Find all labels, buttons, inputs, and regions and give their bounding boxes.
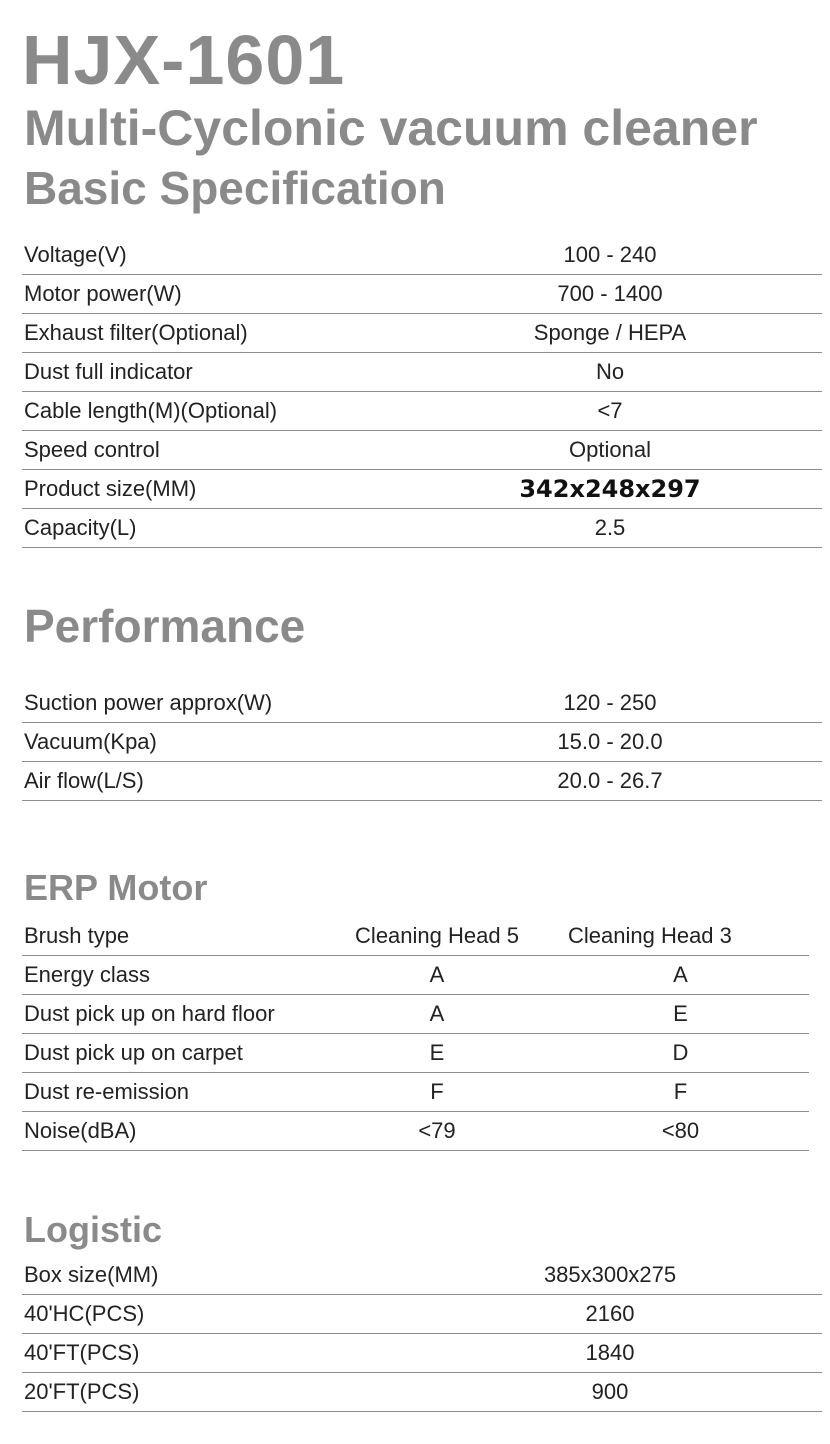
- spec-value: 1840: [398, 1334, 822, 1373]
- column-header: Cleaning Head 5: [322, 917, 552, 956]
- spec-label: 40'FT(PCS): [22, 1334, 398, 1373]
- performance-table: [22, 684, 822, 801]
- model-number: HJX-1601: [22, 21, 346, 99]
- spec-label: Energy class: [22, 956, 322, 995]
- spec-label: Box size(MM): [22, 1256, 398, 1295]
- spec-label: Dust re-emission: [22, 1073, 322, 1112]
- spec-label: Motor power(W): [22, 275, 398, 314]
- spec-label: Product size(MM): [22, 470, 398, 509]
- table-row: [22, 995, 809, 1034]
- table-row: [22, 723, 822, 762]
- spec-value: D: [552, 1034, 809, 1073]
- spec-value: A: [552, 956, 809, 995]
- spec-value: 15.0 - 20.0: [398, 723, 822, 762]
- spec-value: 385x300x275: [398, 1256, 822, 1295]
- table-row: [22, 431, 822, 470]
- spec-label: Speed control: [22, 431, 398, 470]
- logistic-table: [22, 1256, 822, 1412]
- table-header-row: [22, 917, 809, 956]
- spec-value: A: [322, 995, 552, 1034]
- spec-label: Suction power approx(W): [22, 684, 398, 723]
- logistic-title: Logistic: [24, 1209, 163, 1250]
- column-header: Brush type: [22, 917, 322, 956]
- spec-value: <79: [322, 1112, 552, 1151]
- spec-value: 700 - 1400: [398, 275, 822, 314]
- table-row: [22, 1112, 809, 1151]
- spec-value: <80: [552, 1112, 809, 1151]
- spec-label: Air flow(L/S): [22, 762, 398, 801]
- spec-value: A: [322, 956, 552, 995]
- spec-value: 900: [398, 1373, 822, 1412]
- column-header: Cleaning Head 3: [552, 917, 809, 956]
- table-row: [22, 1334, 822, 1373]
- spec-value: 2.5: [398, 509, 822, 548]
- table-row: [22, 470, 822, 509]
- spec-label: Voltage(V): [22, 236, 398, 275]
- spec-value: 2160: [398, 1295, 822, 1334]
- spec-label: Capacity(L): [22, 509, 398, 548]
- spec-value: 120 - 250: [398, 684, 822, 723]
- table-row: [22, 1373, 822, 1412]
- erp-motor-title: ERP Motor: [24, 867, 208, 908]
- table-row: [22, 275, 822, 314]
- spec-value: Sponge / HEPA: [398, 314, 822, 353]
- spec-label: Cable length(M)(Optional): [22, 392, 398, 431]
- spec-value: Optional: [398, 431, 822, 470]
- spec-value: No: [398, 353, 822, 392]
- table-row: [22, 1034, 809, 1073]
- table-row: [22, 1073, 809, 1112]
- table-row: [22, 1295, 822, 1334]
- spec-value: E: [322, 1034, 552, 1073]
- performance-title: Performance: [24, 600, 306, 652]
- spec-value: 342x248x297: [398, 470, 822, 509]
- spec-label: Vacuum(Kpa): [22, 723, 398, 762]
- spec-value: 20.0 - 26.7: [398, 762, 822, 801]
- table-row: [22, 684, 822, 723]
- basic-specification-table: [22, 236, 822, 548]
- table-row: [22, 1256, 822, 1295]
- erp-motor-table: [22, 917, 809, 1151]
- spec-label: 20'FT(PCS): [22, 1373, 398, 1412]
- spec-label: Noise(dBA): [22, 1112, 322, 1151]
- table-row: [22, 353, 822, 392]
- basic-specification-title: Basic Specification: [24, 162, 446, 214]
- spec-label: Dust full indicator: [22, 353, 398, 392]
- spec-label: 40'HC(PCS): [22, 1295, 398, 1334]
- spec-value: <7: [398, 392, 822, 431]
- table-row: [22, 956, 809, 995]
- table-row: [22, 236, 822, 275]
- spec-label: Dust pick up on hard floor: [22, 995, 322, 1034]
- spec-value: 100 - 240: [398, 236, 822, 275]
- spec-value: F: [322, 1073, 552, 1112]
- spec-value: F: [552, 1073, 809, 1112]
- product-name: Multi-Cyclonic vacuum cleaner: [24, 100, 758, 156]
- spec-value: E: [552, 995, 809, 1034]
- table-row: [22, 509, 822, 548]
- table-row: [22, 392, 822, 431]
- table-row: [22, 762, 822, 801]
- spec-label: Dust pick up on carpet: [22, 1034, 322, 1073]
- spec-label: Exhaust filter(Optional): [22, 314, 398, 353]
- table-row: [22, 314, 822, 353]
